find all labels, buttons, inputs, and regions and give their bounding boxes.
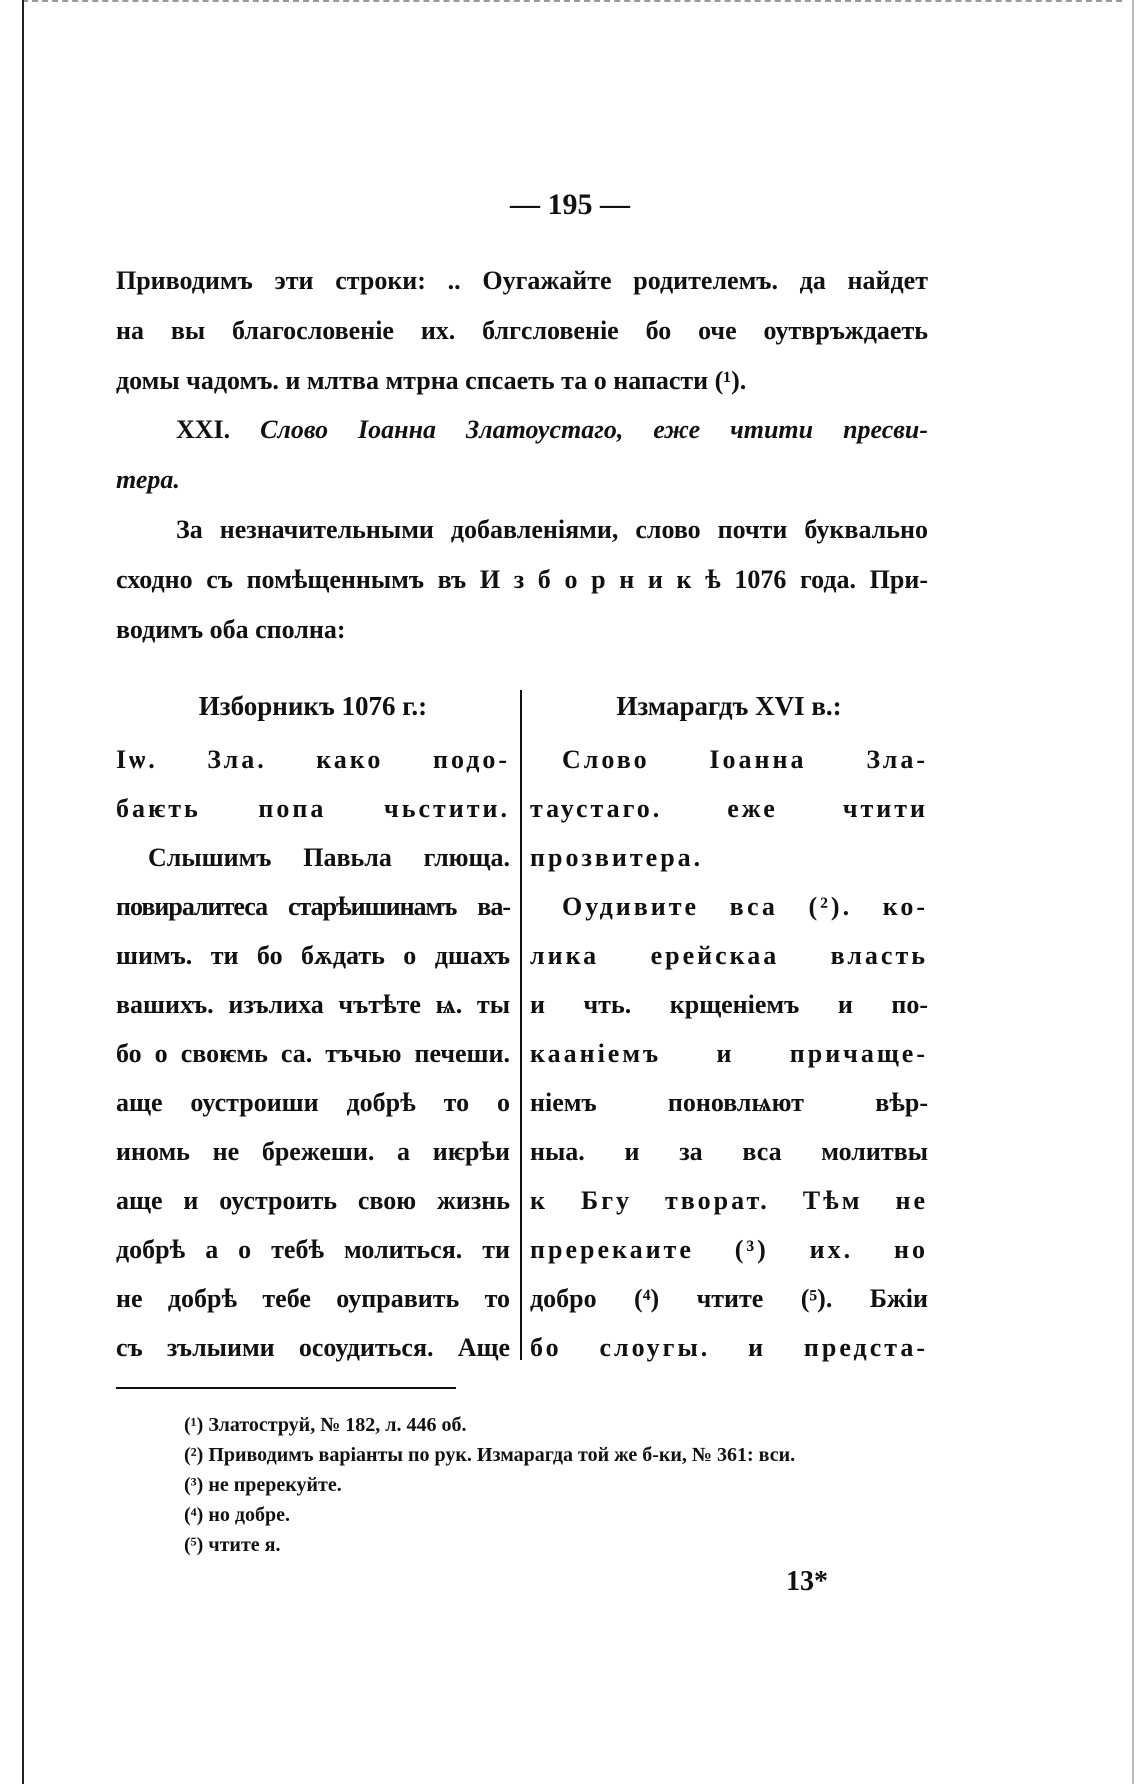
section-number: XXI.	[176, 415, 231, 444]
left-column	[116, 682, 510, 1372]
text-line: водимъ оба сполна:	[116, 615, 346, 644]
column-divider	[520, 690, 522, 1360]
text-line: сходно съ помѣщеннымъ въ И з б о р н и к ѣ 1076 года. При-	[116, 565, 928, 594]
paragraph-intro	[116, 505, 928, 655]
text-line: на вы благословеніе их. блгсловеніе бо оче оутвръждаеть	[116, 316, 928, 345]
right-column-line: Слово Іоанна Зла-	[562, 745, 928, 774]
text-line: За незначительными добавленіями, слово почти буквально	[176, 515, 928, 544]
footnote-4: (⁴) но добре.	[184, 1504, 290, 1526]
left-column-line: аще и оустроить свою жизнь	[116, 1186, 510, 1215]
right-column	[530, 682, 928, 1372]
left-column-line: съ зълыими осоудиться. Аще	[116, 1333, 510, 1362]
left-column-line: бо о своѥмь са. тъчью печеши.	[116, 1039, 510, 1068]
right-column-line: бо слоугы. и предста-	[530, 1333, 928, 1362]
right-column-line: и чть. крщеніемъ и по-	[530, 990, 928, 1019]
left-column-line: аще оустроиши добрѣ то о	[116, 1088, 510, 1117]
page-number: — 195 —	[510, 188, 630, 221]
footnotes	[184, 1410, 795, 1560]
right-column-line: таустаго. еже чтити	[530, 794, 928, 823]
left-column-line: баѥть попа чьстити.	[116, 794, 510, 823]
right-column-line: пререкаите (³) их. но	[530, 1235, 928, 1264]
left-column-line: Слышимъ Павьла глюща.	[148, 843, 510, 872]
right-column-line: прозвитера.	[530, 843, 704, 872]
text-line: домы чадомъ. и млтва мтрна спсаеть та о напасти (¹).	[116, 366, 747, 395]
page-left-edge	[22, 0, 24, 1784]
section-title: Слово Іоанна Златоустаго, еже чтити пресви-	[260, 415, 929, 444]
paragraph-quote	[116, 256, 928, 406]
right-column-line: к Бгу творат. Тѣм не	[530, 1186, 928, 1215]
left-column-line: Іѡ. Зла. како подо-	[116, 745, 510, 774]
text-line: Приводимъ эти строки: .. Оугажайте родителемъ. да найдет	[116, 266, 928, 295]
left-column-line: шимъ. ти бо бѫдать о дшахъ	[116, 941, 510, 970]
section-heading	[116, 405, 928, 505]
right-column-line: Оудивите вса (²). ко-	[562, 892, 928, 921]
footnote-3: (³) не пререкуйте.	[184, 1474, 342, 1496]
footnote-1: (¹) Златоструй, № 182, л. 446 об.	[184, 1414, 467, 1436]
section-heading-line	[116, 405, 928, 455]
right-column-line: добро (⁴) чтите (⁵). Бжіи	[530, 1284, 928, 1313]
footnote-2: (²) Приводимъ варіанты по рук. Измарагда той же б-ки, № 361: вси.	[184, 1444, 796, 1466]
section-title-continued: тера.	[116, 465, 180, 494]
right-column-line: ныа. и за вса молитвы	[530, 1137, 928, 1166]
signature-mark: 13*	[786, 1566, 828, 1597]
footnote-5: (⁵) чтите я.	[184, 1534, 281, 1556]
page-top-edge	[22, 0, 1122, 2]
right-column-line: ніемъ поновлѩют вѣр-	[530, 1088, 928, 1117]
right-column-line: лика ерейскаа власть	[530, 941, 928, 970]
right-column-line: кааніемъ и причаще-	[530, 1039, 928, 1068]
left-column-line: не добрѣ тебе оуправить то	[116, 1284, 510, 1313]
left-column-line: добрѣ а о тебѣ молиться. ти	[116, 1235, 510, 1264]
right-column-title: Измарагдъ XVI в.:	[616, 691, 842, 721]
left-column-title: Изборникъ 1076 г.:	[198, 691, 428, 721]
footnote-rule	[116, 1387, 456, 1389]
left-column-line: вашихъ. изълиха чътѣте ѩ. ты	[116, 990, 510, 1019]
page-right-edge	[1132, 0, 1134, 1784]
left-column-line: иномь не брежеши. а иѥрѣи	[116, 1137, 510, 1166]
left-column-line: повиралитеса старѣишинамъ ва-	[116, 892, 510, 921]
